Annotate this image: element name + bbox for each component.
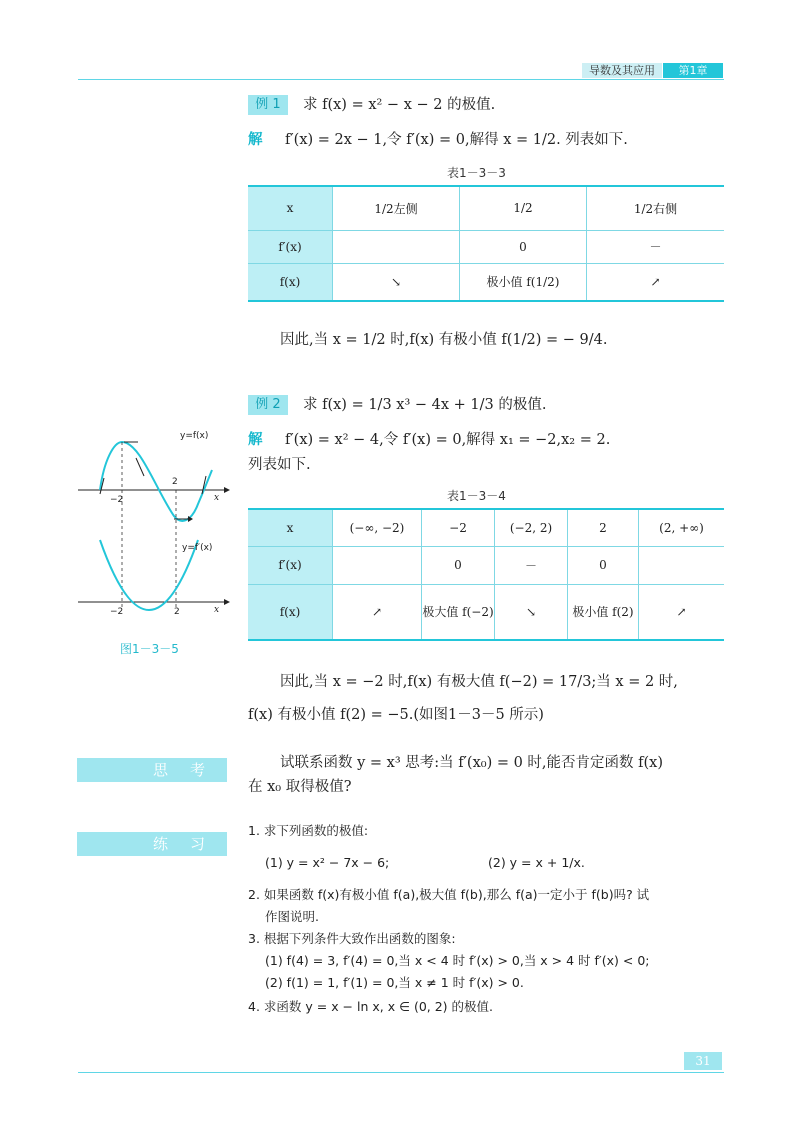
table-cell <box>333 230 460 263</box>
table-row <box>248 186 724 230</box>
example2-conclusion-line2: f(x) 有极小值 f(2) = −5.(如图1－3－5 所示) <box>248 707 544 723</box>
example1-conclusion: 因此,当 x = 1/2 时,f(x) 有极小值 f(1/2) = − 9/4. <box>280 332 608 348</box>
thinking-line1: 试联系函数 y = x³ 思考:当 f′(x₀) = 0 时,能否肯定函数 f(x) <box>280 755 664 771</box>
table-cell: ↗ <box>639 584 725 640</box>
table-cell: 0 <box>460 230 587 263</box>
exercise-q1b: (2) y = x + 1/x. <box>488 855 585 870</box>
exercise-q2-line2: 作图说明. <box>265 909 319 924</box>
table-row <box>248 509 724 546</box>
table-cell: f′(x) <box>248 230 333 263</box>
tick-2-bottom: 2 <box>174 607 180 617</box>
exercise-q2-line1: 2. 如果函数 f(x)有极小值 f(a),极大值 f(b),那么 f(a)一定小于 f(b)吗? 试 <box>248 887 650 902</box>
label-fprime: y=f′(x) <box>182 543 213 553</box>
table-cell: x <box>248 186 333 230</box>
table-cell: － <box>587 230 725 263</box>
thinking-line2: 在 x₀ 取得极值? <box>248 779 352 795</box>
table-row <box>248 584 724 640</box>
example1-problem: 求 f(x) = x² − x − 2 的极值. <box>303 97 496 113</box>
table-cell: ↗ <box>333 584 422 640</box>
tick-2-top: 2 <box>172 477 178 487</box>
table-cell: 1/2左侧 <box>333 186 460 230</box>
table-cell: (−2, 2) <box>495 509 568 546</box>
exercise-q1: 1. 求下列函数的极值: <box>248 823 369 838</box>
section-tag: 第1章 <box>663 63 723 78</box>
table-cell: ↘ <box>333 263 460 301</box>
example2-solution-label: 解 <box>248 432 263 448</box>
example1-badge: 例 1 <box>248 95 288 115</box>
table-cell: 2 <box>568 509 639 546</box>
table-cell: 0 <box>422 546 495 584</box>
table-cell: 1/2 <box>460 186 587 230</box>
table-row <box>248 546 724 584</box>
table-cell: x <box>248 509 333 546</box>
table-cell: (2, +∞) <box>639 509 725 546</box>
table-cell: (−∞, −2) <box>333 509 422 546</box>
table-cell: － <box>495 546 568 584</box>
table-cell: ↘ <box>495 584 568 640</box>
exercise-q3: 3. 根据下列条件大致作出函数的图象: <box>248 931 456 946</box>
tick-neg2-top: −2 <box>110 495 124 505</box>
example1-solution: f′(x) = 2x − 1,令 f′(x) = 0,解得 x = 1/2. 列表如下. <box>285 132 628 148</box>
example2-badge: 例 2 <box>248 395 288 415</box>
label-f: y=f(x) <box>180 431 209 441</box>
table-row <box>248 263 724 301</box>
table-cell: 0 <box>568 546 639 584</box>
function-graph-figure <box>74 420 234 645</box>
page-number: 31 <box>684 1052 722 1070</box>
table-cell <box>333 546 422 584</box>
table-cell: f′(x) <box>248 546 333 584</box>
table-cell: 极小值 f(1/2) <box>460 263 587 301</box>
header-rule <box>78 79 724 80</box>
example2-conclusion-line1: 因此,当 x = −2 时,f(x) 有极大值 f(−2) = 17/3;当 x = 2 时, <box>280 674 678 690</box>
table-row <box>248 230 724 263</box>
table-cell: 极小值 f(2) <box>568 584 639 640</box>
x-axis-bottom-arrow <box>224 599 230 605</box>
table1-caption: 表1－3－3 <box>447 166 506 180</box>
exercise-q3a: (1) f(4) = 3, f′(4) = 0,当 x < 4 时 f′(x) > 0,当 x > 4 时 f′(x) < 0; <box>265 953 650 968</box>
table-cell: 1/2右侧 <box>587 186 725 230</box>
chapter-tag: 导数及其应用 <box>582 63 662 78</box>
figure-caption: 图1－3－5 <box>120 642 179 656</box>
table-cell: f(x) <box>248 263 333 301</box>
table-cell: ↗ <box>587 263 725 301</box>
table-cell: f(x) <box>248 584 333 640</box>
exercise-q4: 4. 求函数 y = x − ln x, x ∈ (0, 2) 的极值. <box>248 999 494 1014</box>
axis-label-bottom: x <box>214 605 220 615</box>
axis-label-top: x <box>214 493 220 503</box>
table-1-3-4 <box>248 508 724 641</box>
example1-solution-label: 解 <box>248 132 263 148</box>
f-curve <box>100 442 212 521</box>
example2-problem: 求 f(x) = 1/3 x³ − 4x + 1/3 的极值. <box>303 397 547 413</box>
exercise-q1a: (1) y = x² − 7x − 6; <box>265 855 390 870</box>
tick-neg2-bottom: −2 <box>110 607 124 617</box>
table-cell: 极大值 f(−2) <box>422 584 495 640</box>
example2-solution-line2: 列表如下. <box>248 457 311 473</box>
footer-rule <box>78 1072 724 1073</box>
table-1-3-3 <box>248 185 724 302</box>
table-cell: −2 <box>422 509 495 546</box>
table-cell <box>639 546 725 584</box>
example2-solution-line1: f′(x) = x² − 4,令 f′(x) = 0,解得 x₁ = −2,x₂ = 2. <box>285 432 611 448</box>
thinking-header: 思考 <box>77 758 227 782</box>
x-axis-top-arrow <box>224 487 230 493</box>
exercise-q3b: (2) f(1) = 1, f′(1) = 0,当 x ≠ 1 时 f′(x) > 0. <box>265 975 524 990</box>
table2-caption: 表1－3－4 <box>447 489 506 503</box>
exercise-header: 练习 <box>77 832 227 856</box>
